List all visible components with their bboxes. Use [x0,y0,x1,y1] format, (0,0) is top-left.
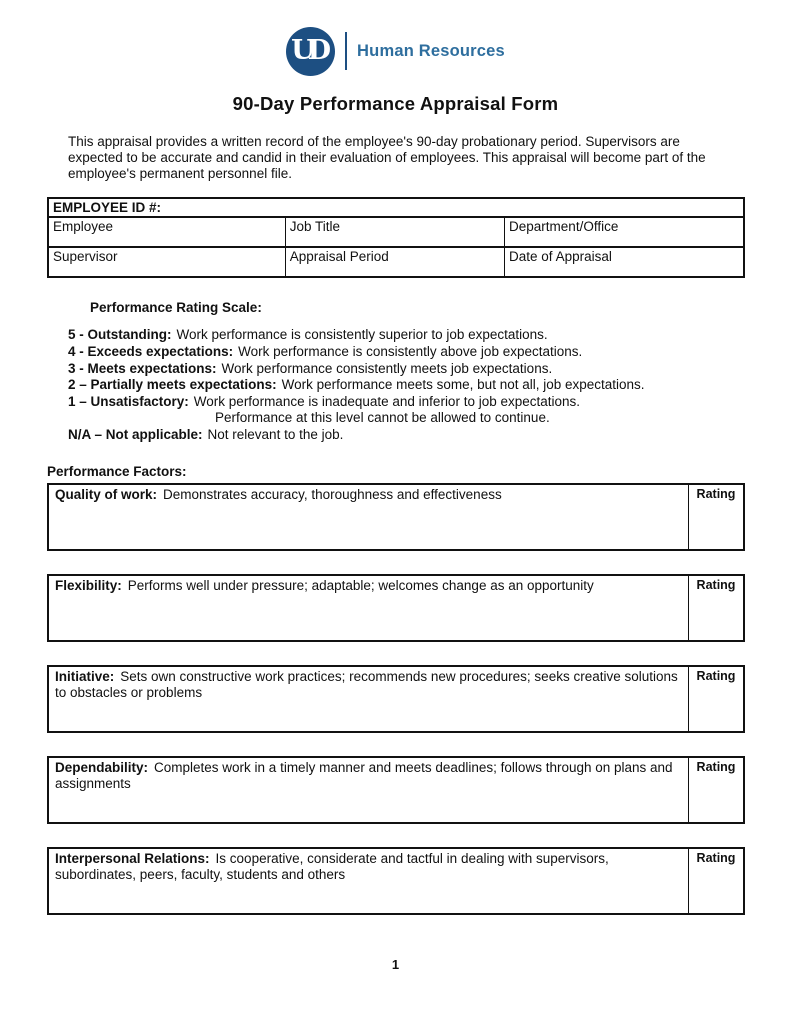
table-row [48,217,744,247]
factor-label: Interpersonal Relations: [55,850,210,866]
rating-scale-item-2 [68,377,791,394]
ud-monogram-letters: UD [291,34,325,66]
rating-scale-label: 4 - Exceeds expectations: [68,343,234,359]
factor-label: Initiative: [55,668,115,684]
rating-column-header: Rating [696,577,736,592]
intro-paragraph: This appraisal provides a written record of the employee's 90-day probationary period. Supervisors are expected to be accurate and candid in their evaluation of employees. This appraisal will become part of the employee's permanent personnel file. [68,134,706,181]
factor-box-dependability [47,756,745,824]
employee-field-cell: Employee [48,217,285,247]
rating-column-header: Rating [696,668,736,683]
job-title-field-cell: Job Title [285,217,504,247]
employee-id-header-cell: EMPLOYEE ID #: [48,198,744,217]
factor-text: Performs well under pressure; adaptable; welcomes change as an opportunity [127,577,594,593]
factor-text: Completes work in a timely manner and meets deadlines; follows through on plans and assignments [55,759,673,791]
factor-text: Is cooperative, considerate and tactful in dealing with supervisors, subordinates, peers, faculty, students and others [55,850,609,882]
factor-text: Sets own constructive work practices; recommends new procedures; seeks creative solutions to obstacles or problems [55,668,678,700]
rating-scale-label: 3 - Meets expectations: [68,360,217,376]
factor-description-cell [49,758,689,822]
rating-column-header: Rating [696,759,736,774]
factor-label: Dependability: [55,759,149,775]
rating-scale-text: Not relevant to the job. [207,426,344,442]
rating-scale-item-3 [68,361,791,378]
department-office-field-cell: Department/Office [505,217,744,247]
factor-rating-cell [689,667,743,731]
rating-scale-text: Work performance is consistently above job expectations. [238,343,583,359]
factor-rating-cell [689,576,743,640]
factor-text: Demonstrates accuracy, thoroughness and effectiveness [163,486,502,502]
rating-scale-heading: Performance Rating Scale: [90,300,262,316]
rating-scale-text: Work performance meets some, but not all, job expectations. [281,377,645,393]
rating-scale-item-1 [68,394,791,427]
page-number: 1 [391,957,400,972]
factor-description-cell [49,485,689,549]
factor-box-initiative [47,665,745,733]
factor-rating-cell [689,849,743,913]
factor-rating-cell [689,758,743,822]
factor-rating-cell [689,485,743,549]
appraisal-period-field-cell: Appraisal Period [285,247,504,277]
factor-description-cell [49,849,689,913]
rating-scale-item-na [68,427,791,444]
rating-scale-label: N/A – Not applicable: [68,426,203,442]
rating-scale-label: 5 - Outstanding: [68,327,172,343]
date-of-appraisal-field-cell: Date of Appraisal [505,247,744,277]
rating-scale-item-5 [68,327,791,344]
factor-label: Quality of work: [55,486,158,502]
logo-divider [345,32,347,70]
rating-column-header: Rating [696,850,736,865]
rating-scale-label: 1 – Unsatisfactory: [68,393,189,409]
rating-scale-continuation: Performance at this level cannot be allowed to continue. [215,410,550,426]
factor-box-interpersonal-relations [47,847,745,915]
rating-scale-item-4 [68,344,791,361]
rating-scale-text: Work performance consistently meets job expectations. [221,360,553,376]
page-title: 90-Day Performance Appraisal Form [232,93,559,114]
factor-box-quality-of-work [47,483,745,551]
factor-description-cell [49,667,689,731]
logo-org-name: Human Resources [357,41,505,60]
factor-box-flexibility [47,574,745,642]
ud-monogram-icon [286,27,335,76]
table-row [48,247,744,277]
factor-description-cell [49,576,689,640]
supervisor-field-cell: Supervisor [48,247,285,277]
ud-hr-logo [0,0,791,77]
rating-column-header: Rating [696,486,736,501]
rating-scale-list [68,327,791,443]
employee-info-table [47,197,745,278]
rating-scale-text: Work performance is inadequate and inferior to job expectations. [193,393,581,409]
rating-scale-label: 2 – Partially meets expectations: [68,377,277,393]
performance-factors-heading: Performance Factors: [47,463,187,479]
rating-scale-text: Work performance is consistently superior to job expectations. [176,327,548,343]
factor-label: Flexibility: [55,577,122,593]
